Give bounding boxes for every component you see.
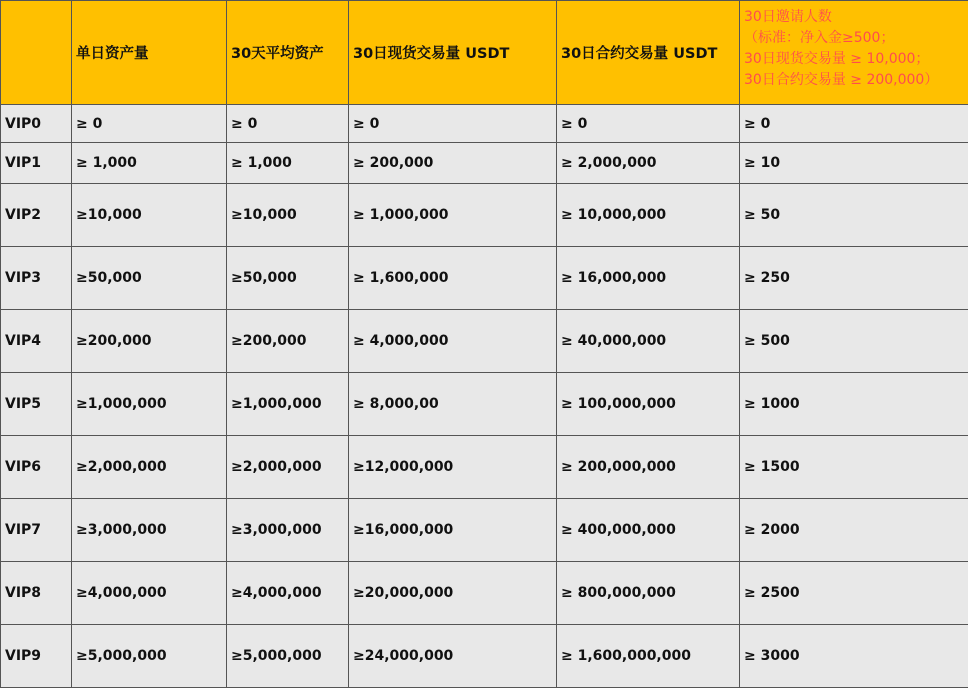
invites-cell: ≥ 250 <box>740 247 968 310</box>
spot-volume-cell: ≥ 1,600,000 <box>349 247 557 310</box>
tier-cell: VIP3 <box>1 247 72 310</box>
daily-assets-cell: ≥5,000,000 <box>72 625 227 688</box>
spot-volume-cell: ≥ 8,000,00 <box>349 373 557 436</box>
invites-criteria-deposit: （标准：净入金≥500； <box>744 28 968 49</box>
spot-volume-cell: ≥ 1,000,000 <box>349 184 557 247</box>
futures-volume-cell: ≥ 100,000,000 <box>557 373 740 436</box>
invites-cell: ≥ 10 <box>740 143 968 184</box>
tier-cell: VIP6 <box>1 436 72 499</box>
table-row <box>1 105 968 143</box>
invites-cell: ≥ 0 <box>740 105 968 143</box>
avg-assets-cell: ≥ 0 <box>227 105 349 143</box>
invites-cell: ≥ 500 <box>740 310 968 373</box>
invites-criteria-spot: 30日现货交易量 ≥ 10,000； <box>744 49 968 70</box>
table-row <box>1 247 968 310</box>
spot-volume-cell: ≥24,000,000 <box>349 625 557 688</box>
table-row <box>1 143 968 184</box>
tier-cell: VIP7 <box>1 499 72 562</box>
table-row <box>1 373 968 436</box>
header-daily-assets: 单日资产量 <box>72 1 227 105</box>
invites-cell: ≥ 2500 <box>740 562 968 625</box>
avg-assets-cell: ≥50,000 <box>227 247 349 310</box>
table-row <box>1 184 968 247</box>
futures-volume-cell: ≥ 2,000,000 <box>557 143 740 184</box>
futures-volume-cell: ≥ 400,000,000 <box>557 499 740 562</box>
tier-cell: VIP2 <box>1 184 72 247</box>
avg-assets-cell: ≥1,000,000 <box>227 373 349 436</box>
invites-title: 30日邀请人数 <box>744 7 968 28</box>
daily-assets-cell: ≥1,000,000 <box>72 373 227 436</box>
futures-volume-cell: ≥ 16,000,000 <box>557 247 740 310</box>
daily-assets-cell: ≥10,000 <box>72 184 227 247</box>
table-row <box>1 310 968 373</box>
avg-assets-cell: ≥10,000 <box>227 184 349 247</box>
avg-assets-cell: ≥3,000,000 <box>227 499 349 562</box>
spot-volume-cell: ≥20,000,000 <box>349 562 557 625</box>
header-30d-avg-assets: 30天平均资产 <box>227 1 349 105</box>
daily-assets-cell: ≥ 0 <box>72 105 227 143</box>
invites-cell: ≥ 50 <box>740 184 968 247</box>
invites-cell: ≥ 2000 <box>740 499 968 562</box>
daily-assets-cell: ≥50,000 <box>72 247 227 310</box>
table-row <box>1 625 968 688</box>
avg-assets-cell: ≥2,000,000 <box>227 436 349 499</box>
futures-volume-cell: ≥ 40,000,000 <box>557 310 740 373</box>
futures-volume-cell: ≥ 10,000,000 <box>557 184 740 247</box>
avg-assets-cell: ≥200,000 <box>227 310 349 373</box>
daily-assets-cell: ≥2,000,000 <box>72 436 227 499</box>
table-row <box>1 562 968 625</box>
invites-cell: ≥ 1000 <box>740 373 968 436</box>
avg-assets-cell: ≥4,000,000 <box>227 562 349 625</box>
spot-volume-cell: ≥ 0 <box>349 105 557 143</box>
tier-cell: VIP8 <box>1 562 72 625</box>
tier-cell: VIP9 <box>1 625 72 688</box>
tier-cell: VIP0 <box>1 105 72 143</box>
tier-cell: VIP4 <box>1 310 72 373</box>
spot-volume-cell: ≥ 200,000 <box>349 143 557 184</box>
futures-volume-cell: ≥ 1,600,000,000 <box>557 625 740 688</box>
spot-volume-cell: ≥ 4,000,000 <box>349 310 557 373</box>
invites-criteria-futures: 30日合约交易量 ≥ 200,000） <box>744 70 968 91</box>
futures-volume-cell: ≥ 800,000,000 <box>557 562 740 625</box>
futures-volume-cell: ≥ 200,000,000 <box>557 436 740 499</box>
table-row <box>1 499 968 562</box>
header-30d-futures-volume: 30日合约交易量 USDT <box>557 1 740 105</box>
daily-assets-cell: ≥200,000 <box>72 310 227 373</box>
daily-assets-cell: ≥3,000,000 <box>72 499 227 562</box>
avg-assets-cell: ≥ 1,000 <box>227 143 349 184</box>
daily-assets-cell: ≥4,000,000 <box>72 562 227 625</box>
header-tier <box>1 1 72 105</box>
header-row <box>1 1 968 105</box>
table-row <box>1 436 968 499</box>
header-30d-invites <box>740 1 968 105</box>
header-30d-spot-volume: 30日现货交易量 USDT <box>349 1 557 105</box>
spot-volume-cell: ≥16,000,000 <box>349 499 557 562</box>
tier-cell: VIP5 <box>1 373 72 436</box>
avg-assets-cell: ≥5,000,000 <box>227 625 349 688</box>
invites-cell: ≥ 1500 <box>740 436 968 499</box>
spot-volume-cell: ≥12,000,000 <box>349 436 557 499</box>
invites-cell: ≥ 3000 <box>740 625 968 688</box>
tier-cell: VIP1 <box>1 143 72 184</box>
daily-assets-cell: ≥ 1,000 <box>72 143 227 184</box>
futures-volume-cell: ≥ 0 <box>557 105 740 143</box>
